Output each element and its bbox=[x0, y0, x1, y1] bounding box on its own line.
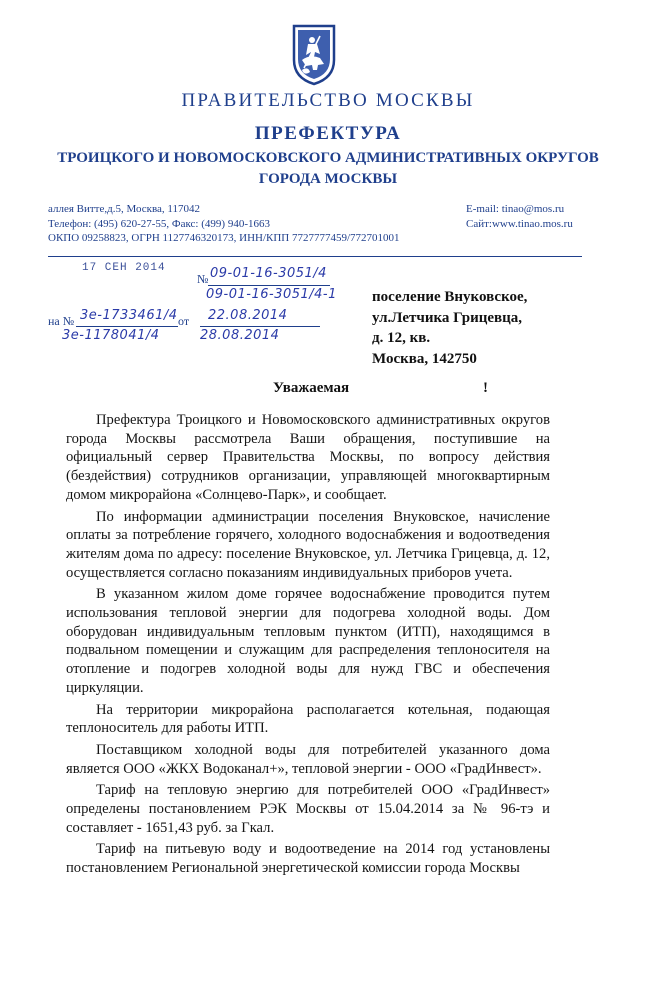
government-title: ПРАВИТЕЛЬСТВО МОСКВЫ bbox=[181, 90, 475, 111]
registry-codes: ОКПО 09258823, ОГРН 1127746320173, ИНН/КПП 7727777459/772701001 bbox=[48, 232, 400, 244]
body-paragraph: В указанном жилом доме горячее водоснабжение проводится путем использования тепловой энергии для подогрева холодной воды. Дом оборудован индивидуальным тепловым пунктом (ИТП), находящимся в подвальном помещении и служащим для распределения теплоносителя на отопление и подогрев холодной воды для нужд ГВС и обеспечения циркуляции. bbox=[66, 586, 550, 696]
reply-to-from-label: от bbox=[178, 314, 190, 328]
prefecture-title: ПРЕФЕКТУРА bbox=[254, 123, 402, 144]
recipient-address bbox=[372, 287, 527, 369]
recipient-house: д. 12, кв. bbox=[372, 330, 431, 346]
body-paragraph: Префектура Троицкого и Новомосковского административных округов города Москвы рассмотрела Ваши обращения, поступившие на официальный сервер Правительства Москвы, по вопросу действия (бездействия) сотрудников организации, управляющей многоквартирным домом микрорайона «Солнцево-Парк», и сообщает. bbox=[66, 412, 550, 503]
letter-body bbox=[66, 411, 550, 881]
postal-address: аллея Витте,д.5, Москва, 117042 bbox=[48, 203, 200, 215]
recipient-city: Москва, 142750 bbox=[372, 350, 477, 367]
body-paragraph: По информации администрации поселения Внуковское, начисление оплаты за потребление горячего, холодного водоснабжения и водоотведения жителям дома по адресу: поселение Внуковское, ул. Летчика Грицевца, д. 12, осуществляется согласно показаниям индивидуальных приборов учета. bbox=[66, 508, 550, 581]
recipient-settlement: поселение Внуковское, bbox=[372, 289, 528, 305]
registration-date-stamp: 17 СЕН 2014 bbox=[82, 262, 166, 274]
districts-title: ТРОИЦКОГО И НОВОМОСКОВСКОГО АДМИНИСТРАТИВНЫХ ОКРУГОВ bbox=[57, 150, 599, 166]
email-address: E-mail: tinao@mos.ru bbox=[466, 203, 565, 215]
reply-date-2: 28.08.2014 bbox=[200, 328, 280, 343]
outgoing-number-underline bbox=[208, 285, 330, 286]
body-paragraph: Тариф на питьевую воду и водоотведение на 2014 год установлены постановлением Региональной энергетической комиссии города Москвы bbox=[66, 841, 550, 877]
body-paragraph: Поставщиком холодной воды для потребителей указанного дома является ООО «ЖКХ Водоканал+», тепловой энергии - ООО «ГрадИнвест». bbox=[66, 741, 550, 777]
reply-to-number-2: 3е-1178041/4 bbox=[62, 328, 160, 343]
phone-fax: Телефон: (495) 620-27-55, Факс: (499) 940-1663 bbox=[48, 217, 270, 230]
recipient-street: ул.Летчика Грицевца, bbox=[372, 309, 523, 326]
salutation-greeting: Уважаемая bbox=[273, 380, 350, 396]
reply-to-label: на № bbox=[48, 314, 75, 328]
outgoing-number-handwritten: 09-01-16-3051/4 bbox=[210, 266, 327, 281]
moscow-coat-of-arms-icon bbox=[290, 22, 338, 86]
reply-date-1: 22.08.2014 bbox=[208, 308, 288, 323]
outgoing-number-2-handwritten: 09-01-16-3051/4-1 bbox=[206, 287, 337, 302]
contact-block-right bbox=[466, 202, 573, 231]
reply-number-underline bbox=[76, 326, 178, 327]
body-paragraph: Тариф на тепловую энергию для потребителей ООО «ГрадИнвест» определены постановлением РЭК Москвы от 15.04.2014 за № 96-тэ и составляет - 1651,43 руб. за Гкал. bbox=[66, 782, 550, 836]
body-paragraph: На территории микрорайона располагается котельная, подающая теплоноситель для работы ИТП. bbox=[66, 701, 550, 737]
salutation-ending: ! bbox=[483, 380, 488, 396]
city-title: ГОРОДА МОСКВЫ bbox=[258, 171, 398, 187]
reply-date-underline bbox=[200, 326, 320, 327]
outgoing-number-label: № bbox=[197, 272, 209, 286]
reply-to-number-1: 3е-1733461/4 bbox=[80, 308, 178, 323]
contact-block-left bbox=[48, 202, 400, 246]
website-address: Сайт:www.tinao.mos.ru bbox=[466, 217, 573, 230]
letterhead-divider bbox=[48, 256, 582, 257]
